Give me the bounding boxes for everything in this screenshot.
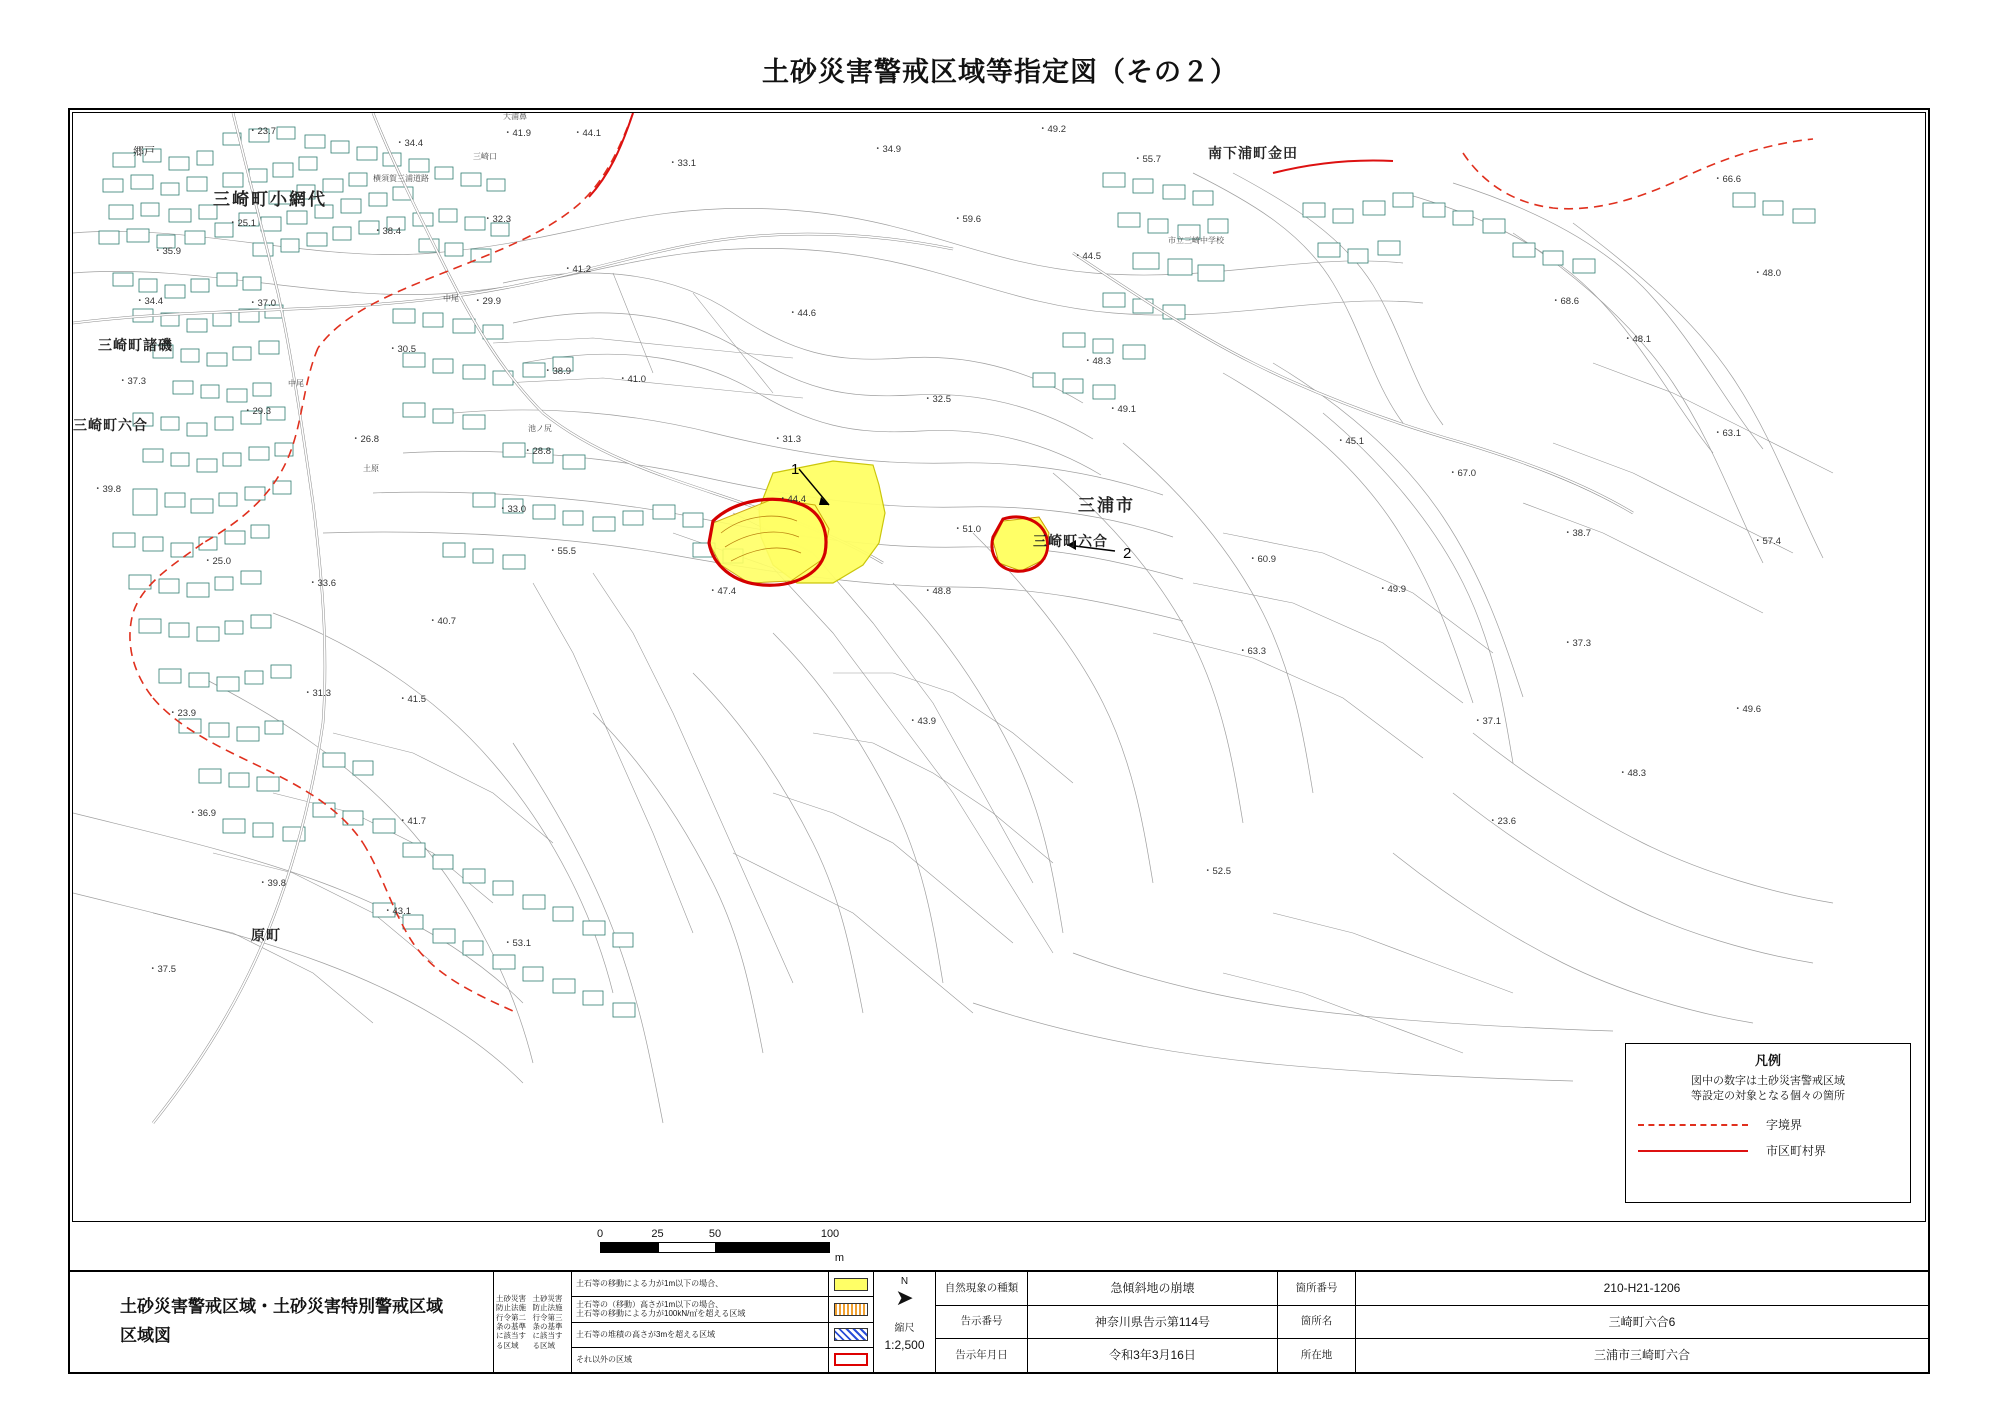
elevation-label: ・23.6 xyxy=(1488,816,1516,827)
elevation-label: ・44.1 xyxy=(573,128,601,139)
legend-row-city xyxy=(1634,1138,1902,1164)
class-row-4-text: それ以外の区域 xyxy=(576,1355,632,1365)
field-value-notice-number: 神奈川県告示第114号 xyxy=(1028,1306,1278,1339)
map-place-label: 三崎町六合 xyxy=(73,417,148,433)
map-place-label: 大浦鼻 xyxy=(503,112,527,121)
elevation-label: ・60.9 xyxy=(1248,554,1276,565)
map-canvas[interactable] xyxy=(72,112,1926,1222)
field-key-phenomenon: 自然現象 の種類 xyxy=(936,1272,1028,1305)
scale-tick: 0 xyxy=(596,1228,604,1240)
field-key-notice-date: 告示年月日 xyxy=(936,1339,1028,1372)
map-place-label: 三崎町小網代 xyxy=(213,190,327,209)
hazard-area-number: 2 xyxy=(1123,545,1132,562)
elevation-label: ・48.1 xyxy=(1623,334,1651,345)
scale-unit: m xyxy=(834,1252,844,1264)
elevation-label: ・37.5 xyxy=(148,964,176,975)
elevation-label: ・38.9 xyxy=(543,366,571,377)
elevation-label: ・25.1 xyxy=(228,218,256,229)
elevation-label: ・32.3 xyxy=(483,214,511,225)
attribute-fields xyxy=(936,1272,1928,1372)
elevation-label: ・34.4 xyxy=(395,138,423,149)
elevation-label: ・32.5 xyxy=(923,394,951,405)
elevation-label: ・43.9 xyxy=(908,716,936,727)
elevation-label: ・29.9 xyxy=(473,296,501,307)
elevation-label: ・45.1 xyxy=(1336,436,1364,447)
sheet-title-line1: 土砂災害警戒区域・土砂災害特別警戒区域 xyxy=(120,1297,443,1317)
class-row-4-swatch xyxy=(828,1348,873,1372)
legend-panel xyxy=(1625,1043,1911,1203)
elevation-label: ・49.1 xyxy=(1108,404,1136,415)
class-row-3-swatch xyxy=(828,1323,873,1347)
elevation-label: ・55.5 xyxy=(548,546,576,557)
class-row-2-swatch xyxy=(828,1297,873,1321)
elevation-label: ・44.4 xyxy=(778,494,806,505)
legend-title: 凡例 xyxy=(1754,1053,1781,1068)
elevation-label: ・37.1 xyxy=(1473,716,1501,727)
elevation-label: ・47.4 xyxy=(708,586,736,597)
scale-bar-graphic xyxy=(600,1242,830,1253)
map-place-label: 原町 xyxy=(251,927,281,943)
legend-label-aza: 字境界 xyxy=(1766,1118,1803,1133)
elevation-label: ・25.0 xyxy=(203,556,231,567)
elevation-label: ・52.5 xyxy=(1203,866,1231,877)
elevation-label: ・41.7 xyxy=(398,816,426,827)
field-key-location: 所在地 xyxy=(1278,1339,1356,1372)
attribute-row-3 xyxy=(936,1339,1928,1372)
elevation-label: ・36.9 xyxy=(188,808,216,819)
elevation-label: ・48.8 xyxy=(923,586,951,597)
class-row-3 xyxy=(572,1323,873,1348)
elevation-label: ・49.6 xyxy=(1733,704,1761,715)
scale-tick-labels xyxy=(596,1228,840,1242)
elevation-label: ・34.4 xyxy=(135,296,163,307)
hazard-area-number: 1 xyxy=(791,461,800,478)
elevation-label: ・35.9 xyxy=(153,246,181,257)
legend-row-aza xyxy=(1634,1112,1902,1138)
map-place-label: 市立三崎中学校 xyxy=(1168,236,1224,245)
attribute-row-2 xyxy=(936,1306,1928,1340)
north-and-scale-cell xyxy=(874,1272,936,1372)
elevation-label: ・63.3 xyxy=(1238,646,1266,657)
elevation-label: ・39.8 xyxy=(93,484,121,495)
elevation-label: ・29.3 xyxy=(243,406,271,417)
map-place-label: 三浦市 xyxy=(1078,496,1135,515)
scale-bar xyxy=(596,1228,844,1264)
elevation-label: ・59.6 xyxy=(953,214,981,225)
elevation-label: ・33.0 xyxy=(498,504,526,515)
dashed-line-swatch xyxy=(1634,1124,1752,1126)
field-key-site-number: 箇所番号 xyxy=(1278,1272,1356,1305)
map-place-label: 土原 xyxy=(363,464,379,473)
page-title: 土砂災害警戒区域等指定図（その２） xyxy=(762,57,1238,87)
scale-value: 1:2,500 xyxy=(884,1338,925,1352)
elevation-label: ・33.1 xyxy=(668,158,696,169)
map-place-label: 三崎町諸磯 xyxy=(98,337,173,353)
sheet-title-cell xyxy=(70,1272,494,1372)
legend-note: 図中の数字は土砂災害警戒区域 等設定の対象となる個々の箇所 xyxy=(1691,1075,1845,1102)
map-place-label: 三崎町六合 xyxy=(1033,533,1108,549)
field-value-location: 三浦市三崎町六合 xyxy=(1593,1348,1690,1363)
solid-line-swatch xyxy=(1634,1150,1752,1152)
elevation-label: ・48.3 xyxy=(1083,356,1111,367)
map-place-label: 横須賀三浦道路 xyxy=(373,174,429,183)
elevation-label: ・26.8 xyxy=(351,434,379,445)
sheet-title-line2: 区域図 xyxy=(120,1326,171,1345)
field-value-phenomenon: 急傾斜地の崩壊 xyxy=(1028,1272,1278,1305)
elevation-label: ・68.6 xyxy=(1551,296,1579,307)
classification-left-label: 土砂災害防止法施行令第二条の基準に該当する区域 土砂災害防止法施行令第三条の基準に該当する区域 xyxy=(494,1272,572,1372)
map-place-label: 郷戸 xyxy=(133,146,155,158)
scale-tick: 50 xyxy=(708,1228,722,1240)
field-value-site-name: 三崎町六合6 xyxy=(1608,1314,1676,1329)
class-row-3-text: 土石等の堆積の高さが3mを超える区域 xyxy=(576,1329,716,1339)
elevation-label: ・41.0 xyxy=(618,374,646,385)
elevation-label: ・30.5 xyxy=(388,344,416,355)
elevation-label: ・67.0 xyxy=(1448,468,1476,479)
scale-label: 縮尺 xyxy=(894,1323,915,1334)
field-key-notice-number: 告示番号 xyxy=(936,1306,1028,1339)
elevation-label: ・43.1 xyxy=(383,906,411,917)
elevation-label: ・39.8 xyxy=(258,878,286,889)
elevation-label: ・23.7 xyxy=(248,126,276,137)
elevation-label: ・51.0 xyxy=(953,524,981,535)
class-row-2 xyxy=(572,1297,873,1322)
elevation-label: ・44.5 xyxy=(1073,251,1101,262)
map-place-label: 中尾 xyxy=(288,379,304,388)
elevation-label: ・41.5 xyxy=(398,694,426,705)
class-row-1-text: 土石等の移動による力が1m以下の場合、 xyxy=(576,1279,724,1289)
map-place-label: 三崎口 xyxy=(473,152,497,161)
elevation-label: ・49.2 xyxy=(1038,124,1066,135)
classification-cell xyxy=(494,1272,874,1372)
elevation-label: ・23.9 xyxy=(168,708,196,719)
elevation-label: ・53.1 xyxy=(503,938,531,949)
elevation-label: ・44.6 xyxy=(788,308,816,319)
elevation-label: ・48.0 xyxy=(1753,268,1781,279)
elevation-label: ・37.3 xyxy=(1563,638,1591,649)
elevation-label: ・34.9 xyxy=(873,144,901,155)
elevation-label: ・38.4 xyxy=(373,226,401,237)
scale-tick: 25 xyxy=(651,1228,664,1240)
elevation-label: ・40.7 xyxy=(428,616,456,627)
elevation-label: ・37.0 xyxy=(248,298,276,309)
elevation-label: ・49.9 xyxy=(1378,584,1406,595)
elevation-label: ・55.7 xyxy=(1133,154,1161,165)
elevation-label: ・37.3 xyxy=(118,376,146,387)
scale-tick: 100 xyxy=(820,1228,840,1240)
elevation-label: ・33.6 xyxy=(308,578,336,589)
info-table xyxy=(68,1270,1930,1374)
elevation-label: ・41.2 xyxy=(563,264,591,275)
field-value-site-number: 210-H21-1206 xyxy=(1603,1280,1681,1295)
elevation-label: ・41.9 xyxy=(503,128,531,139)
map-place-label: 南下浦町金田 xyxy=(1208,145,1298,161)
classification-rows xyxy=(572,1272,873,1372)
attribute-row-1 xyxy=(936,1272,1928,1306)
north-label: N xyxy=(900,1276,909,1287)
elevation-label: ・31.3 xyxy=(773,434,801,445)
legend-label-city: 市区町村界 xyxy=(1766,1144,1827,1159)
class-row-1 xyxy=(572,1272,873,1297)
elevation-label: ・48.3 xyxy=(1618,768,1646,779)
elevation-label: ・66.6 xyxy=(1713,174,1741,185)
class-row-1-swatch xyxy=(828,1272,873,1296)
elevation-label: ・31.3 xyxy=(303,688,331,699)
class-row-4 xyxy=(572,1348,873,1372)
elevation-label: ・57.4 xyxy=(1753,536,1781,547)
map-place-label: 池ノ尻 xyxy=(528,424,552,433)
elevation-label: ・28.8 xyxy=(523,446,551,457)
elevation-label: ・63.1 xyxy=(1713,428,1741,439)
field-key-site-name: 箇所名 xyxy=(1278,1306,1356,1339)
class-row-2-text: 土石等の（移動）高さが1m以下の場合、 土石等の移動による力が100kN/㎡を超える区域 xyxy=(576,1299,746,1319)
north-arrow-icon: ➤ xyxy=(895,1285,914,1310)
elevation-label: ・38.7 xyxy=(1563,528,1591,539)
map-place-label: 中尾 xyxy=(443,294,459,303)
field-value-notice-date: 令和3年3月16日 xyxy=(1028,1339,1278,1372)
